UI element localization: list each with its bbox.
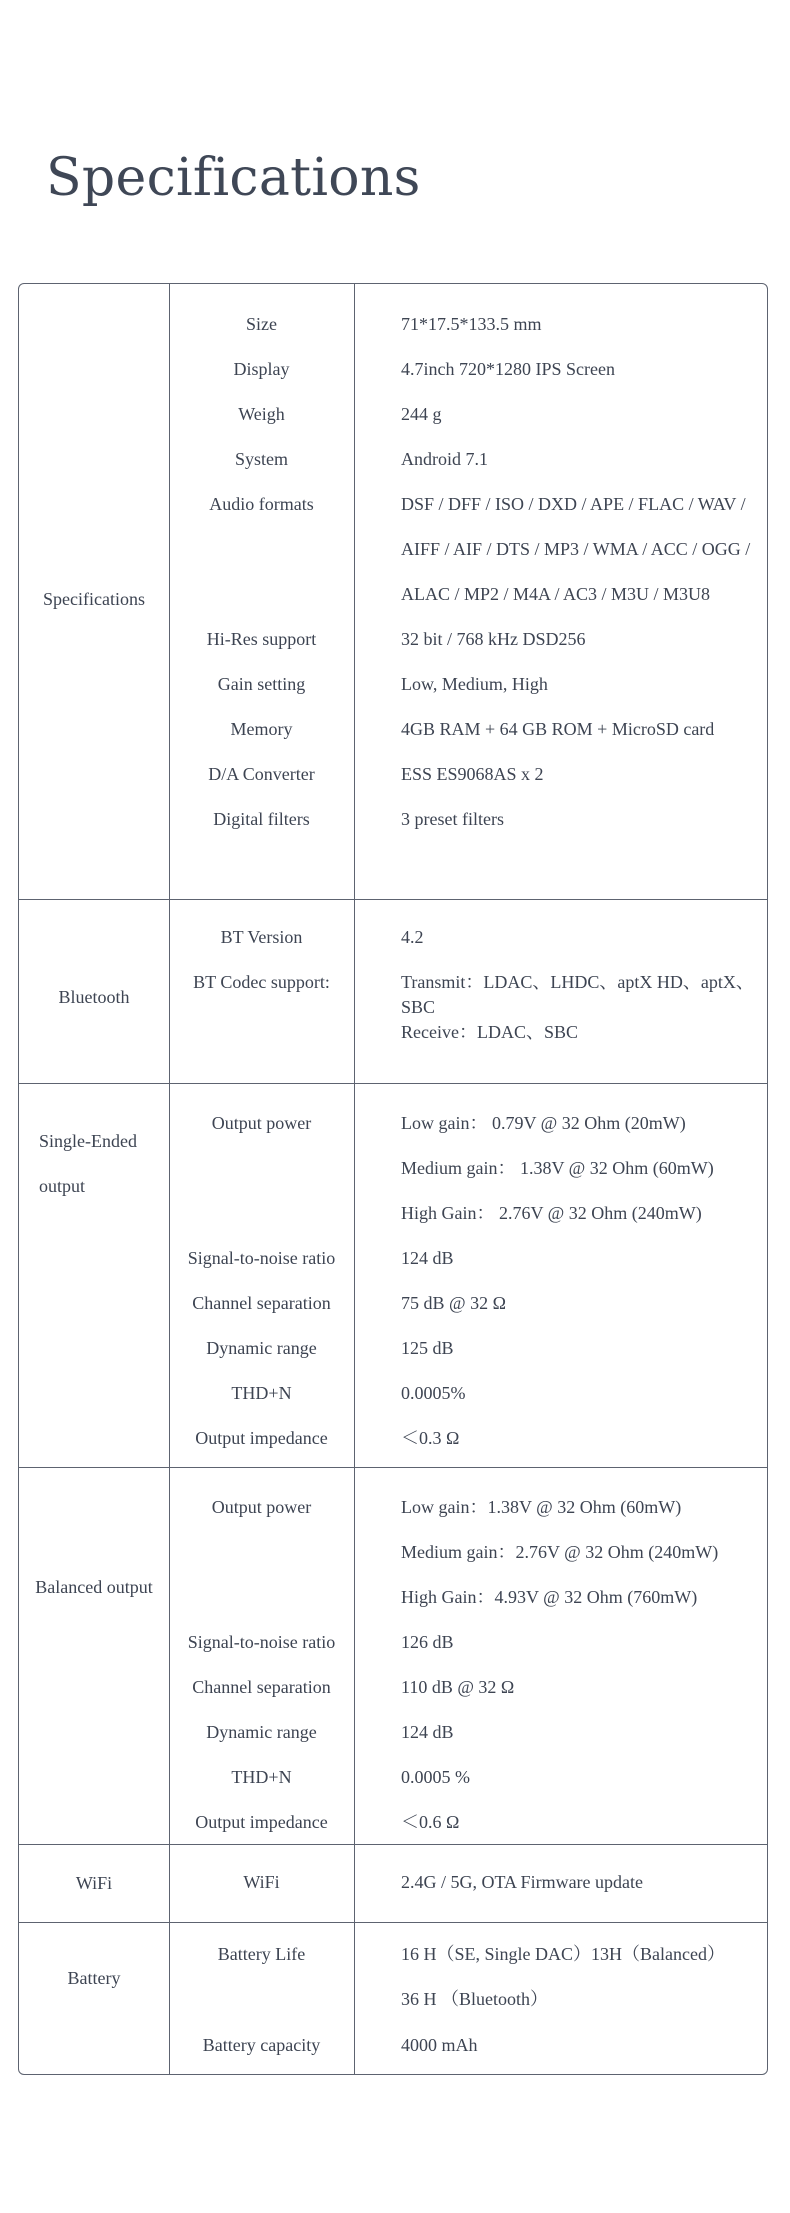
spec-value: AIFF / AIF / DTS / MP3 / WMA / ACC / OGG / [401,539,751,559]
category-label: Specifications [43,589,145,609]
spec-value: ALAC / MP2 / M4A / AC3 / M3U / M3U8 [401,584,711,604]
group-divider [19,1922,767,1923]
spec-label: Output power [211,1113,312,1133]
spec-value: Android 7.1 [401,449,488,469]
spec-label: Battery Life [217,1944,306,1964]
spec-value: 3 preset filters [401,809,504,829]
spec-label: Dynamic range [206,1722,317,1742]
spec-label: Battery capacity [202,2035,321,2055]
spec-value: 4.7inch 720*1280 IPS Screen [401,359,615,379]
spec-value: 4.2 [401,927,424,947]
spec-value: 0.0005 % [401,1767,470,1787]
spec-value: 110 dB @ 32 Ω [401,1677,515,1697]
spec-label: Output power [211,1497,312,1517]
spec-value: 36 H （Bluetooth） [401,1989,548,2009]
spec-value: DSF / DFF / ISO / DXD / APE / FLAC / WAV / [401,494,746,514]
spec-label: Gain setting [217,674,306,694]
spec-value: 124 dB [401,1248,454,1268]
spec-table [18,283,768,2075]
column-divider [354,284,355,2074]
category-label: Battery [67,1968,121,1988]
category-label: Balanced output [35,1577,153,1597]
spec-value: 16 H（SE, Single DAC）13H（Balanced） [401,1944,725,1964]
spec-value: 4GB RAM + 64 GB ROM + MicroSD card [401,719,715,739]
spec-label: THD+N [231,1383,292,1403]
group-divider [19,1467,767,1468]
spec-value: 124 dB [401,1722,454,1742]
group-divider [19,1083,767,1084]
spec-value: High Gain：4.93V @ 32 Ohm (760mW) [401,1587,698,1607]
spec-label: System [234,449,288,469]
category-label: WiFi [75,1873,113,1893]
spec-value: ESS ES9068AS x 2 [401,764,544,784]
spec-label: Digital filters [213,809,310,829]
category-label: output [39,1176,86,1196]
spec-label: Signal-to-noise ratio [187,1632,336,1652]
spec-label: Size [246,314,277,334]
spec-value: 125 dB [401,1338,454,1358]
spec-label: Output impedance [195,1428,328,1448]
spec-value: 32 bit / 768 kHz DSD256 [401,629,586,649]
spec-value: 2.4G / 5G, OTA Firmware update [401,1872,644,1892]
spec-label: Memory [230,719,293,739]
spec-label: Audio formats [209,494,314,514]
spec-value: 126 dB [401,1632,454,1652]
spec-label: Hi-Res support [206,629,317,649]
category-label: Bluetooth [58,987,130,1007]
spec-value: 75 dB @ 32 Ω [401,1293,506,1313]
spec-value: Low gain： 0.79V @ 32 Ohm (20mW) [401,1113,686,1133]
spec-label: Weigh [238,404,285,424]
spec-value: 4000 mAh [401,2035,478,2055]
spec-value: 244 g [401,404,442,424]
spec-value: High Gain： 2.76V @ 32 Ohm (240mW) [401,1203,702,1223]
spec-label: BT Codec support: [193,972,330,992]
spec-value: Low, Medium, High [401,674,548,694]
spec-value: ＜0.6 Ω [401,1812,460,1832]
spec-value: Low gain：1.38V @ 32 Ohm (60mW) [401,1497,682,1517]
spec-value: 71*17.5*133.5 mm [401,314,542,334]
group-divider [19,899,767,900]
spec-label: BT Version [220,927,303,947]
spec-label: Output impedance [195,1812,328,1832]
spec-label: Channel separation [192,1677,331,1697]
spec-value: Medium gain： 1.38V @ 32 Ohm (60mW) [401,1158,714,1178]
spec-label: THD+N [231,1767,292,1787]
spec-value: SBC [401,997,436,1017]
spec-label: Signal-to-noise ratio [187,1248,336,1268]
group-divider [19,1844,767,1845]
spec-label: D/A Converter [208,764,315,784]
spec-value: Transmit：LDAC、LHDC、aptX HD、aptX、 [401,972,754,992]
page-title: Specifications [46,148,421,208]
spec-label: Channel separation [192,1293,331,1313]
spec-value: Receive：LDAC、SBC [401,1022,578,1042]
spec-label: WiFi [243,1872,280,1892]
spec-value: Medium gain：2.76V @ 32 Ohm (240mW) [401,1542,719,1562]
spec-label: Display [233,359,290,379]
spec-value: 0.0005% [401,1383,466,1403]
spec-label: Dynamic range [206,1338,317,1358]
category-label: Single-Ended [39,1131,137,1151]
column-divider [169,284,170,2074]
spec-value: ＜0.3 Ω [401,1428,460,1448]
